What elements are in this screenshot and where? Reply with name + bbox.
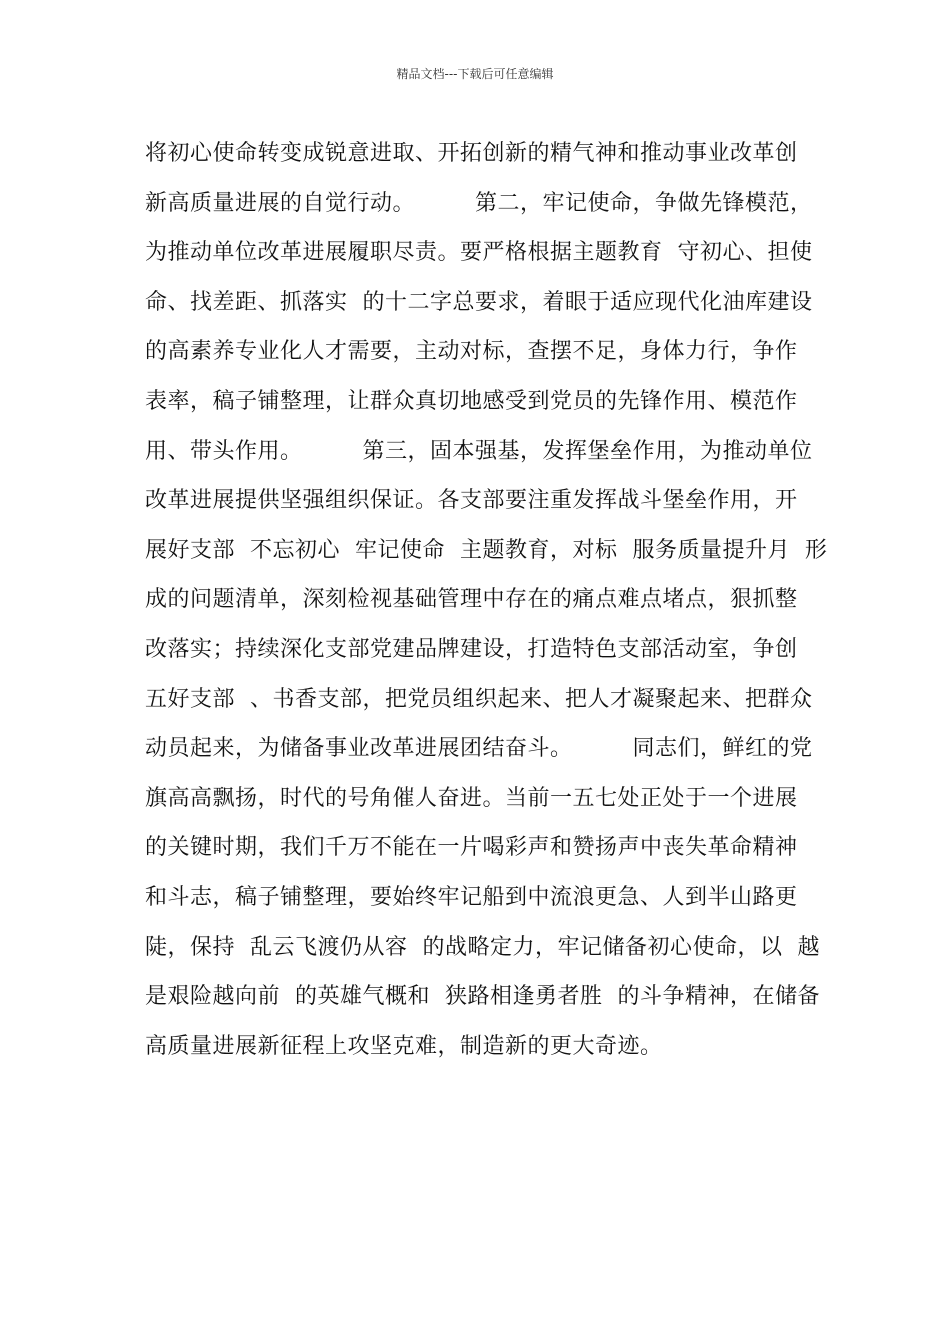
text-line: 为推动单位改革进展履职尽责。要严格根据主题教育 守初心、担使 bbox=[145, 240, 813, 266]
text-line: 表率，稿子铺整理，让群众真切地感受到党员的先锋作用、模范作 bbox=[145, 388, 798, 414]
text-line: 展好支部 不忘初心 牢记使命 主题教育，对标 服务质量提升月 形 bbox=[145, 537, 828, 563]
text-line: 改革进展提供坚强组织保证。各支部要注重发挥战斗堡垒作用，开 bbox=[145, 488, 798, 514]
text-line: 旗高高飘扬，时代的号角催人奋进。当前一五七处正处于一个进展 bbox=[145, 785, 798, 811]
text-line: 的关键时期，我们千万不能在一片喝彩声和赞扬声中丧失革命精神 bbox=[145, 835, 798, 861]
text-line: 的高素养专业化人才需要，主动对标，查摆不足，身体力行，争作 bbox=[145, 339, 798, 365]
text-line: 是艰险越向前 的英雄气概和 狭路相逢勇者胜 的斗争精神，在储备 bbox=[145, 984, 820, 1010]
text-line: 陡，保持 乱云飞渡仍从容 的战略定力，牢记储备初心使命，以 越 bbox=[145, 934, 820, 960]
text-line: 改落实；持续深化支部党建品牌建设，打造特色支部活动室，争创 bbox=[145, 636, 798, 662]
text-line: 用、带头作用。 第三，固本强基，发挥堡垒作用，为推动单位 bbox=[145, 438, 813, 464]
text-line: 命、找差距、抓落实 的十二字总要求，着眼于适应现代化油库建设 bbox=[145, 289, 813, 315]
text-line: 和斗志，稿子铺整理，要始终牢记船到中流浪更急、人到半山路更 bbox=[145, 884, 798, 910]
body-paragraph bbox=[145, 129, 828, 1071]
text-line: 五好支部 、书香支部，把党员组织起来、把人才凝聚起来、把群众 bbox=[145, 686, 813, 712]
text-line: 新高质量进展的自觉行动。 第二，牢记使命，争做先锋模范， bbox=[145, 190, 813, 216]
text-line: 将初心使命转变成锐意进取、开拓创新的精气神和推动事业改革创 bbox=[145, 141, 798, 166]
text-line: 高质量进展新征程上攻坚克难，制造新的更大奇迹。 bbox=[145, 1033, 663, 1059]
text-line: 动员起来，为储备事业改革进展团结奋斗。 同志们，鲜红的党 bbox=[145, 736, 813, 762]
page-header: 精品文档---下载后可任意编辑 bbox=[396, 67, 554, 81]
text-line: 成的问题清单，深刻检视基础管理中存在的痛点难点堵点，狠抓整 bbox=[145, 587, 798, 613]
